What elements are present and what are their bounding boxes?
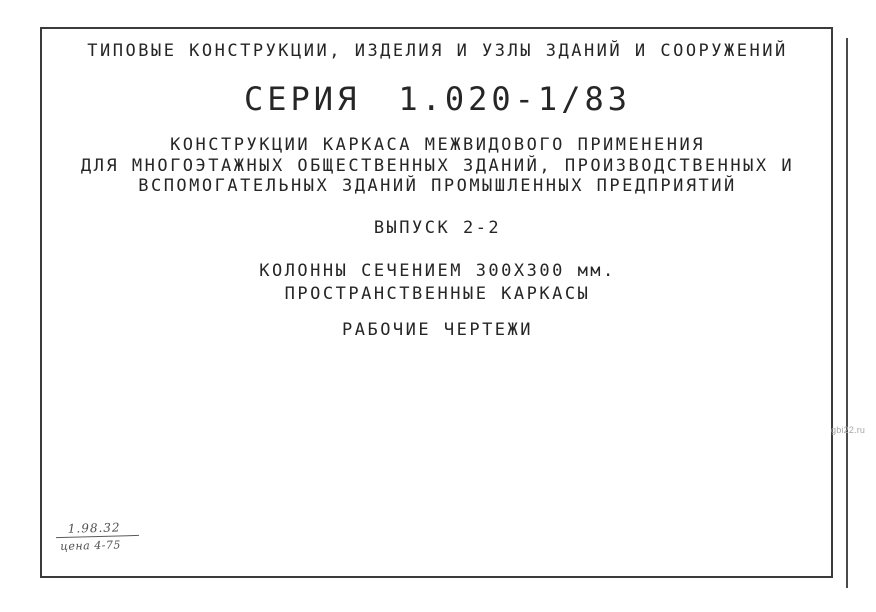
issue-number: ВЫПУСК 2-2 bbox=[373, 218, 502, 238]
site-watermark: gbi22.ru bbox=[831, 425, 866, 435]
document-header: ТИПОВЫЕ КОНСТРУКЦИИ, ИЗДЕЛИЯ И УЗЛЫ ЗДАНИЙ И СООРУЖЕНИЙ bbox=[87, 41, 788, 61]
section-line-2: ПРОСТРАНСТВЕННЫЕ КАРКАСЫ bbox=[284, 284, 591, 304]
series-number: 1.020-1/83 bbox=[398, 80, 631, 118]
section-title bbox=[40, 260, 835, 306]
handwritten-code: 1.98.32 bbox=[56, 520, 139, 538]
series-label: СЕРИЯ bbox=[244, 80, 361, 118]
handwritten-price: цена 4-75 bbox=[60, 538, 122, 553]
worktype-title: РАБОЧИЕ ЧЕРТЕЖИ bbox=[341, 320, 534, 340]
subtitle-line-1: КОНСТРУКЦИИ КАРКАСА МЕЖВИДОВОГО ПРИМЕНЕНИЯ bbox=[170, 135, 705, 155]
subtitle-line-2: ДЛЯ МНОГОЭТАЖНЫХ ОБЩЕСТВЕННЫХ ЗДАНИЙ, ПРОИЗВОДСТВЕННЫХ И bbox=[80, 155, 795, 176]
series-title bbox=[40, 80, 835, 118]
document-subtitle bbox=[40, 135, 835, 197]
subtitle-line-3: ВСПОМОГАТЕЛЬНЫХ ЗДАНИЙ ПРОМЫШЛЕННЫХ ПРЕДПРИЯТИЙ bbox=[138, 176, 737, 196]
paper-edge-line bbox=[846, 38, 848, 588]
section-line-1: КОЛОННЫ СЕЧЕНИЕМ 300Х300 мм. bbox=[259, 261, 616, 281]
handwritten-price-note bbox=[56, 520, 140, 553]
